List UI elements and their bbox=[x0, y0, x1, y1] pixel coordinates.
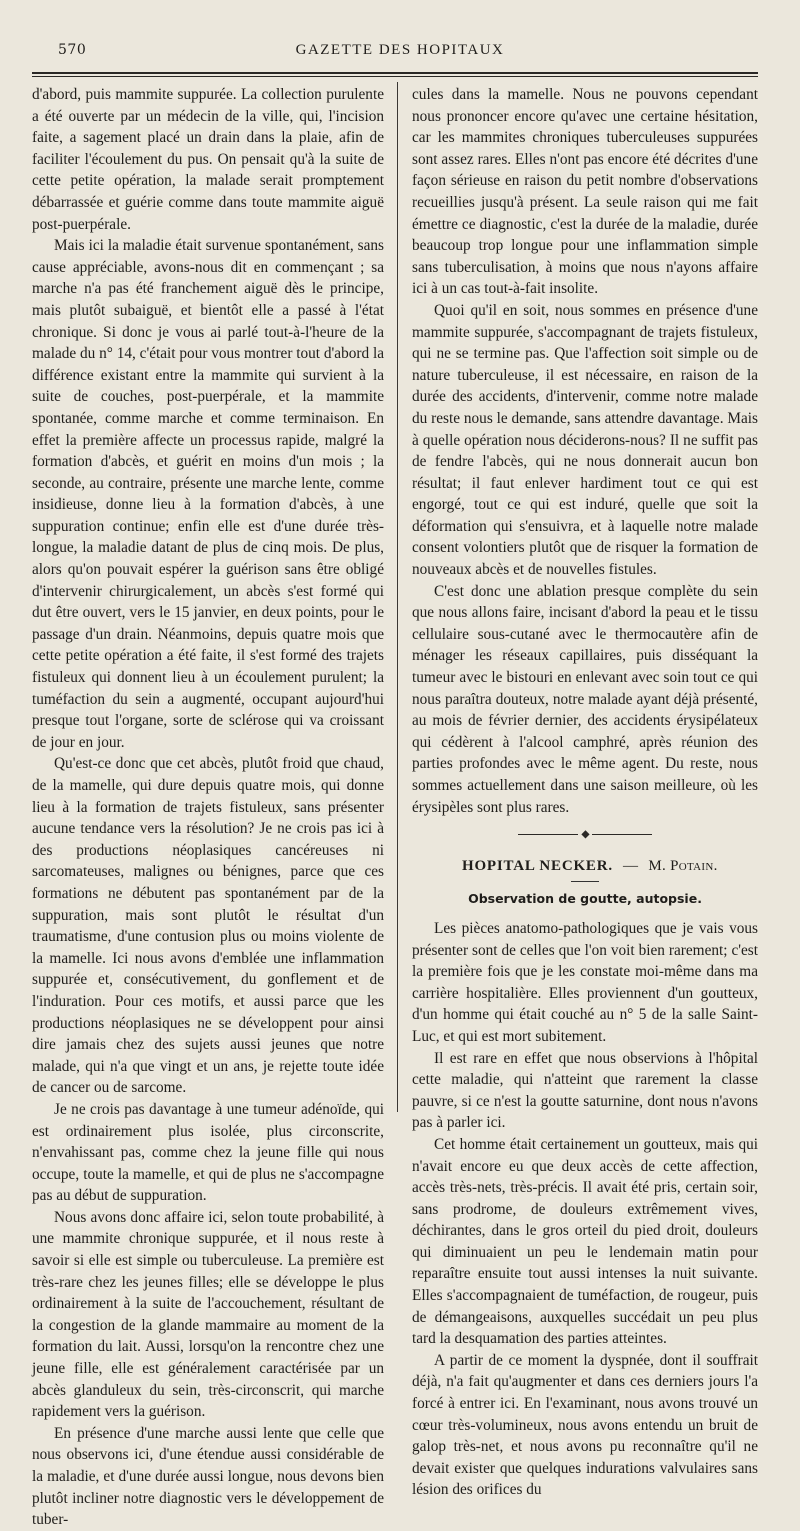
paragraph: d'abord, puis mammite suppurée. La collection purulente a été ouverte par un médecin de la ville, qui, l'incision faite, a sagement placé un drain dans la plaie, afin de faciliter l'écoulement du pus. On pensait qu'à la suite de cette petite opération, la malade serait promptement débarrassée et guérie comme dans toute mammite aiguë post-puerpérale. bbox=[32, 86, 384, 233]
paragraph: Qu'est-ce donc que cet abcès, plutôt froid que chaud, de la mamelle, qui dure depuis quatre mois, qui donne lieu à la formation de trajets fistuleux, sans présenter aucune tendance vers la résolution? Je ne crois pas ici à des productions néoplasiques cancéreuses ni sarcomateuses, malignes ou bénignes, parce que ces formations ne débutent pas spontanément par de la suppuration, mais sont plutôt le résultat d'un traumatisme, d'une contusion plus ou moins violente de la mamelle. Ici nous avons d'emblée une inflammation suppurée et, consécutivement, du gonflement et de l'induration. Pour ces motifs, et aussi parce que les productions néoplasiques ne se développent pour ainsi dire jamais chez des sujets aussi jeunes que notre malade, qui n'a que vingt et un ans, je rejette toute idée de cancer ou de sarcome. bbox=[32, 755, 384, 1097]
section-ornament: ◆ bbox=[412, 824, 758, 846]
column-divider bbox=[397, 82, 398, 1112]
paragraph: Quoi qu'il en soit, nous sommes en présence d'une mammite suppurée, s'accompagnant de trajets fistuleux, qui ne se termine pas. Que l'affection soit simple ou de nature tuberculeuse, il est nécessaire, en raison de la durée des accidents, d'intervenir, comme notre malade du reste nous le demande, sans attendre davantage. Mais à quelle opération nous déciderons-nous? Il ne suffit pas de fendre l'abcès, qui ne nous donnerait aucun bon résultat; il faut enlever hardiment tout ce qui est engorgé, tout ce qui est induré, quelle que soit la déformation qui s'ensuivra, et à laquelle notre malade consent volontiers plutôt que de risquer la formation de nouveaux abcès et de nouvelles fistules. bbox=[412, 301, 758, 579]
header-rule-thin bbox=[32, 76, 758, 77]
paragraph: C'est donc une ablation presque complète du sein que nous allons faire, incisant d'abord la peau et le tissu cellulaire sous-cutané avec le thermocautère afin de ménager les réseaux capillaires, puis disséquant la tumeur avec le bistouri en enlevant avec soin tout ce qui nous paraîtra douteux, notre malade ayant déjà présenté, au mois de février dernier, des accidents érysipélateux qui cédèrent à l'alcool camphré, après réunion des parties profondes avec le même agent. Du reste, nous sommes actuellement dans une saison meilleure, où les érysipèles sont plus rares. bbox=[412, 582, 758, 816]
right-column bbox=[412, 84, 758, 1499]
paragraph: A partir de ce moment la dyspnée, dont il souffrait déjà, n'a fait qu'augmenter et dans ces derniers jours l'a forcé à entrer ici. En l'examinant, nous avons trouvé un cœur très-volumineux, nous avons entendu un bruit de galop très-net, et nous avons pu reconnaître qu'il ne devait exister que quelques indurations valvulaires sans lésion des orifices du bbox=[412, 1351, 758, 1499]
paragraph: Mais ici la maladie était survenue spontanément, sans cause appréciable, avons-nous dit en commençant ; sa marche n'a pas été franchement aiguë dès le principe, mais plutôt subaiguë, et bientôt elle a passé à l'état chronique. Si donc je vous ai parlé tout-à-l'heure de la malade du n° 14, c'était pour vous montrer tout d'abord la différence existant entre la mammite qui survient à la suite de couches, post-puerpérale, et la mammite spontanée, comme marche et comme terminaison. En effet la première affecte un processus rapide, malgré la formation d'abcès, et guérit en moins d'un mois ; la seconde, au contraire, présente une marche lente, comme insidieuse, donne lieu à la formation d'abcès, à une suppuration continue; enfin elle est d'une durée très-longue, la maladie datant de plus de cinq mois. De plus, alors qu'on pouvait espérer la guérison sans être obligé d'intervenir chirurgicalement, un abcès s'est formé qui dut être ouvert, vers le 15 janvier, en deux points, pour le passage d'un drain. Néanmoins, depuis quatre mois que cette petite opération a été faite, il s'est formé des trajets fistuleux qui donnent lieu à un écoulement purulent; la tuméfaction du sein a augmenté, occupant aujourd'hui presque tout l'organe, sorte de sclérose qui va croissant de jour en jour. bbox=[32, 237, 384, 751]
paragraph: Les pièces anatomo-pathologiques que je vais vous présenter sont de celles que l'on voit bien rarement; c'est la première fois que je les constate moi-même dans ma carrière hospitalière. Elles proviennent d'un goutteux, d'un homme qui était couché au n° 5 de la salle Saint-Luc, et qui est mort subitement. bbox=[412, 919, 758, 1045]
page-header bbox=[0, 42, 800, 66]
paragraph: cules dans la mamelle. Nous ne pouvons cependant nous prononcer encore qu'avec une certaine hésitation, car les mammites chroniques tuberculeuses suppurées sont assez rares. Elles n'ont pas encore été décrites d'une façon sérieuse en raison du petit nombre d'observations recueillies jusqu'à présent. La seule raison qui me fait émettre ce diagnostic, c'est la durée de la maladie, durée beaucoup trop longue pour une inflammation simple sans tuberculisation, à moins que nous n'ayons affaire ici à un cas tout-à-fait insolite. bbox=[412, 86, 758, 298]
running-head: GAZETTE DES HOPITAUX bbox=[295, 42, 505, 58]
page-number: 570 bbox=[58, 42, 87, 58]
paragraph: En présence d'une marche aussi lente que celle que nous observons ici, d'une étendue aussi considérable de la maladie, et d'une durée aussi longue, nous devons bien plutôt incliner notre diagnostic vers le développement de tuber- bbox=[32, 1424, 384, 1529]
author-name: M. Potain. bbox=[648, 857, 718, 874]
paragraph: Il est rare en effet que nous observions à l'hôpital cette maladie, qui n'atteint que rarement la classe pauvre, si ce n'est la goutte saturnine, dont nous n'avons pas à parler ici. bbox=[412, 1049, 758, 1132]
heading-separator: — bbox=[622, 857, 639, 874]
section-subtitle: Observation de goutte, autopsie. bbox=[468, 891, 702, 907]
paragraph: Nous avons donc affaire ici, selon toute probabilité, à une mammite chronique suppurée, et il nous reste à savoir si elle est simple ou tuberculeuse. La première est très-rare chez les jeunes filles; elle se développe le plus ordinairement à la suite de l'accouchement, résultant de la congestion de la glande mammaire au moment de la formation du lait. Aussi, lorsqu'on la rencontre chez une jeune fille, elle est généralement caractérisée par un abcès glanduleux du sein, très-circonscrit, qui marche rapidement vers la guérison. bbox=[32, 1208, 384, 1421]
paragraph: Cet homme était certainement un goutteux, mais qui n'avait encore eu que deux accès de cette affection, accès très-nets, très-précis. Il avait été pris, certain soir, sans prodrome, de douleurs extrêmement vives, déchirantes, dans le gros orteil du pied droit, douleurs qui diminuaient un peu le lendemain matin pour reparaître ensuite tout aussi intenses la nuit suivante. Elles s'accompagnaient de tuméfaction, de rougeur, puis de démangeaisons, auxquelles succédait un peu plus tard la desquamation des parties atteintes. bbox=[412, 1135, 758, 1348]
heading-dash bbox=[571, 881, 599, 882]
hospital-name: HOPITAL NECKER. bbox=[462, 857, 613, 874]
paragraph: Je ne crois pas davantage à une tumeur adénoïde, qui est ordinairement plus isolée, plus circonscrite, n'envahissant pas, comme chez la jeune fille qui nous occupe, toute la mamelle, et qui de plus ne s'accompagne pas au début de suppuration. bbox=[32, 1100, 384, 1205]
left-column bbox=[32, 84, 384, 1529]
header-rule bbox=[32, 72, 758, 74]
section-heading bbox=[412, 856, 758, 878]
